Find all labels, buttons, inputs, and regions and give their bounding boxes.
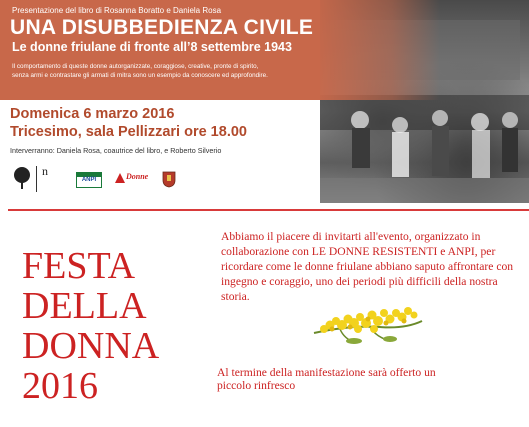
- festa-line-3: DONNA: [22, 325, 160, 367]
- section-divider: [8, 209, 529, 211]
- event-venue: Tricesimo, sala Pellizzari ore 18.00: [10, 124, 247, 140]
- n-logo: n: [42, 164, 48, 178]
- festa-della-donna-heading: [22, 246, 159, 406]
- event-speakers: Interverranno: Daniela Rosa, coautrice del libro, e Roberto Silverio: [10, 146, 222, 155]
- banner-fade: [320, 0, 440, 100]
- tree-logo-icon: [12, 166, 32, 190]
- event-date: Domenica 6 marzo 2016: [10, 106, 175, 122]
- mimosa-flower-icon: [310, 303, 426, 345]
- anpi-logo-text: ANPI: [81, 177, 97, 183]
- sponsor-logos: [12, 166, 192, 194]
- anpi-logo: [76, 172, 102, 188]
- event-poster: [0, 0, 529, 203]
- triangle-logo-icon: [114, 172, 126, 184]
- invitation-text: Abbiamo il piacere di invitarti all'evento, organizzato in collaborazione con LE DONNE RESISTENTI e ANPI, per ricordare come le donne friulane abbiano saputo affrontare con ingegno e coraggio, uno dei periodi più difficili della nostra storia.: [221, 230, 514, 303]
- book-title: UNA DISUBBEDIENZA CIVILE: [10, 16, 314, 39]
- festa-line-2: DELLA: [22, 285, 147, 327]
- book-description: [12, 62, 332, 80]
- municipal-crest-icon: [162, 170, 176, 188]
- book-subtitle: Le donne friulane di fronte all’8 settembre 1943: [12, 40, 292, 54]
- description-line-1: Il comportamento di queste donne autorganizzate, coraggiose, creative, pronte di spirito,: [12, 63, 259, 70]
- donne-logo: Donne: [126, 172, 149, 181]
- festa-line-4: 2016: [22, 365, 98, 407]
- book-presentation-line: Presentazione del libro di Rosanna Boratto e Daniela Rosa: [12, 6, 222, 15]
- festa-line-1: FESTA: [22, 245, 136, 287]
- closing-note: Al termine della manifestazione sarà offerto un piccolo rinfresco: [217, 366, 436, 392]
- description-line-2: senza armi e contrastare gli armati di mitra sono un esempio da conoscere ed approfondire.: [12, 72, 268, 79]
